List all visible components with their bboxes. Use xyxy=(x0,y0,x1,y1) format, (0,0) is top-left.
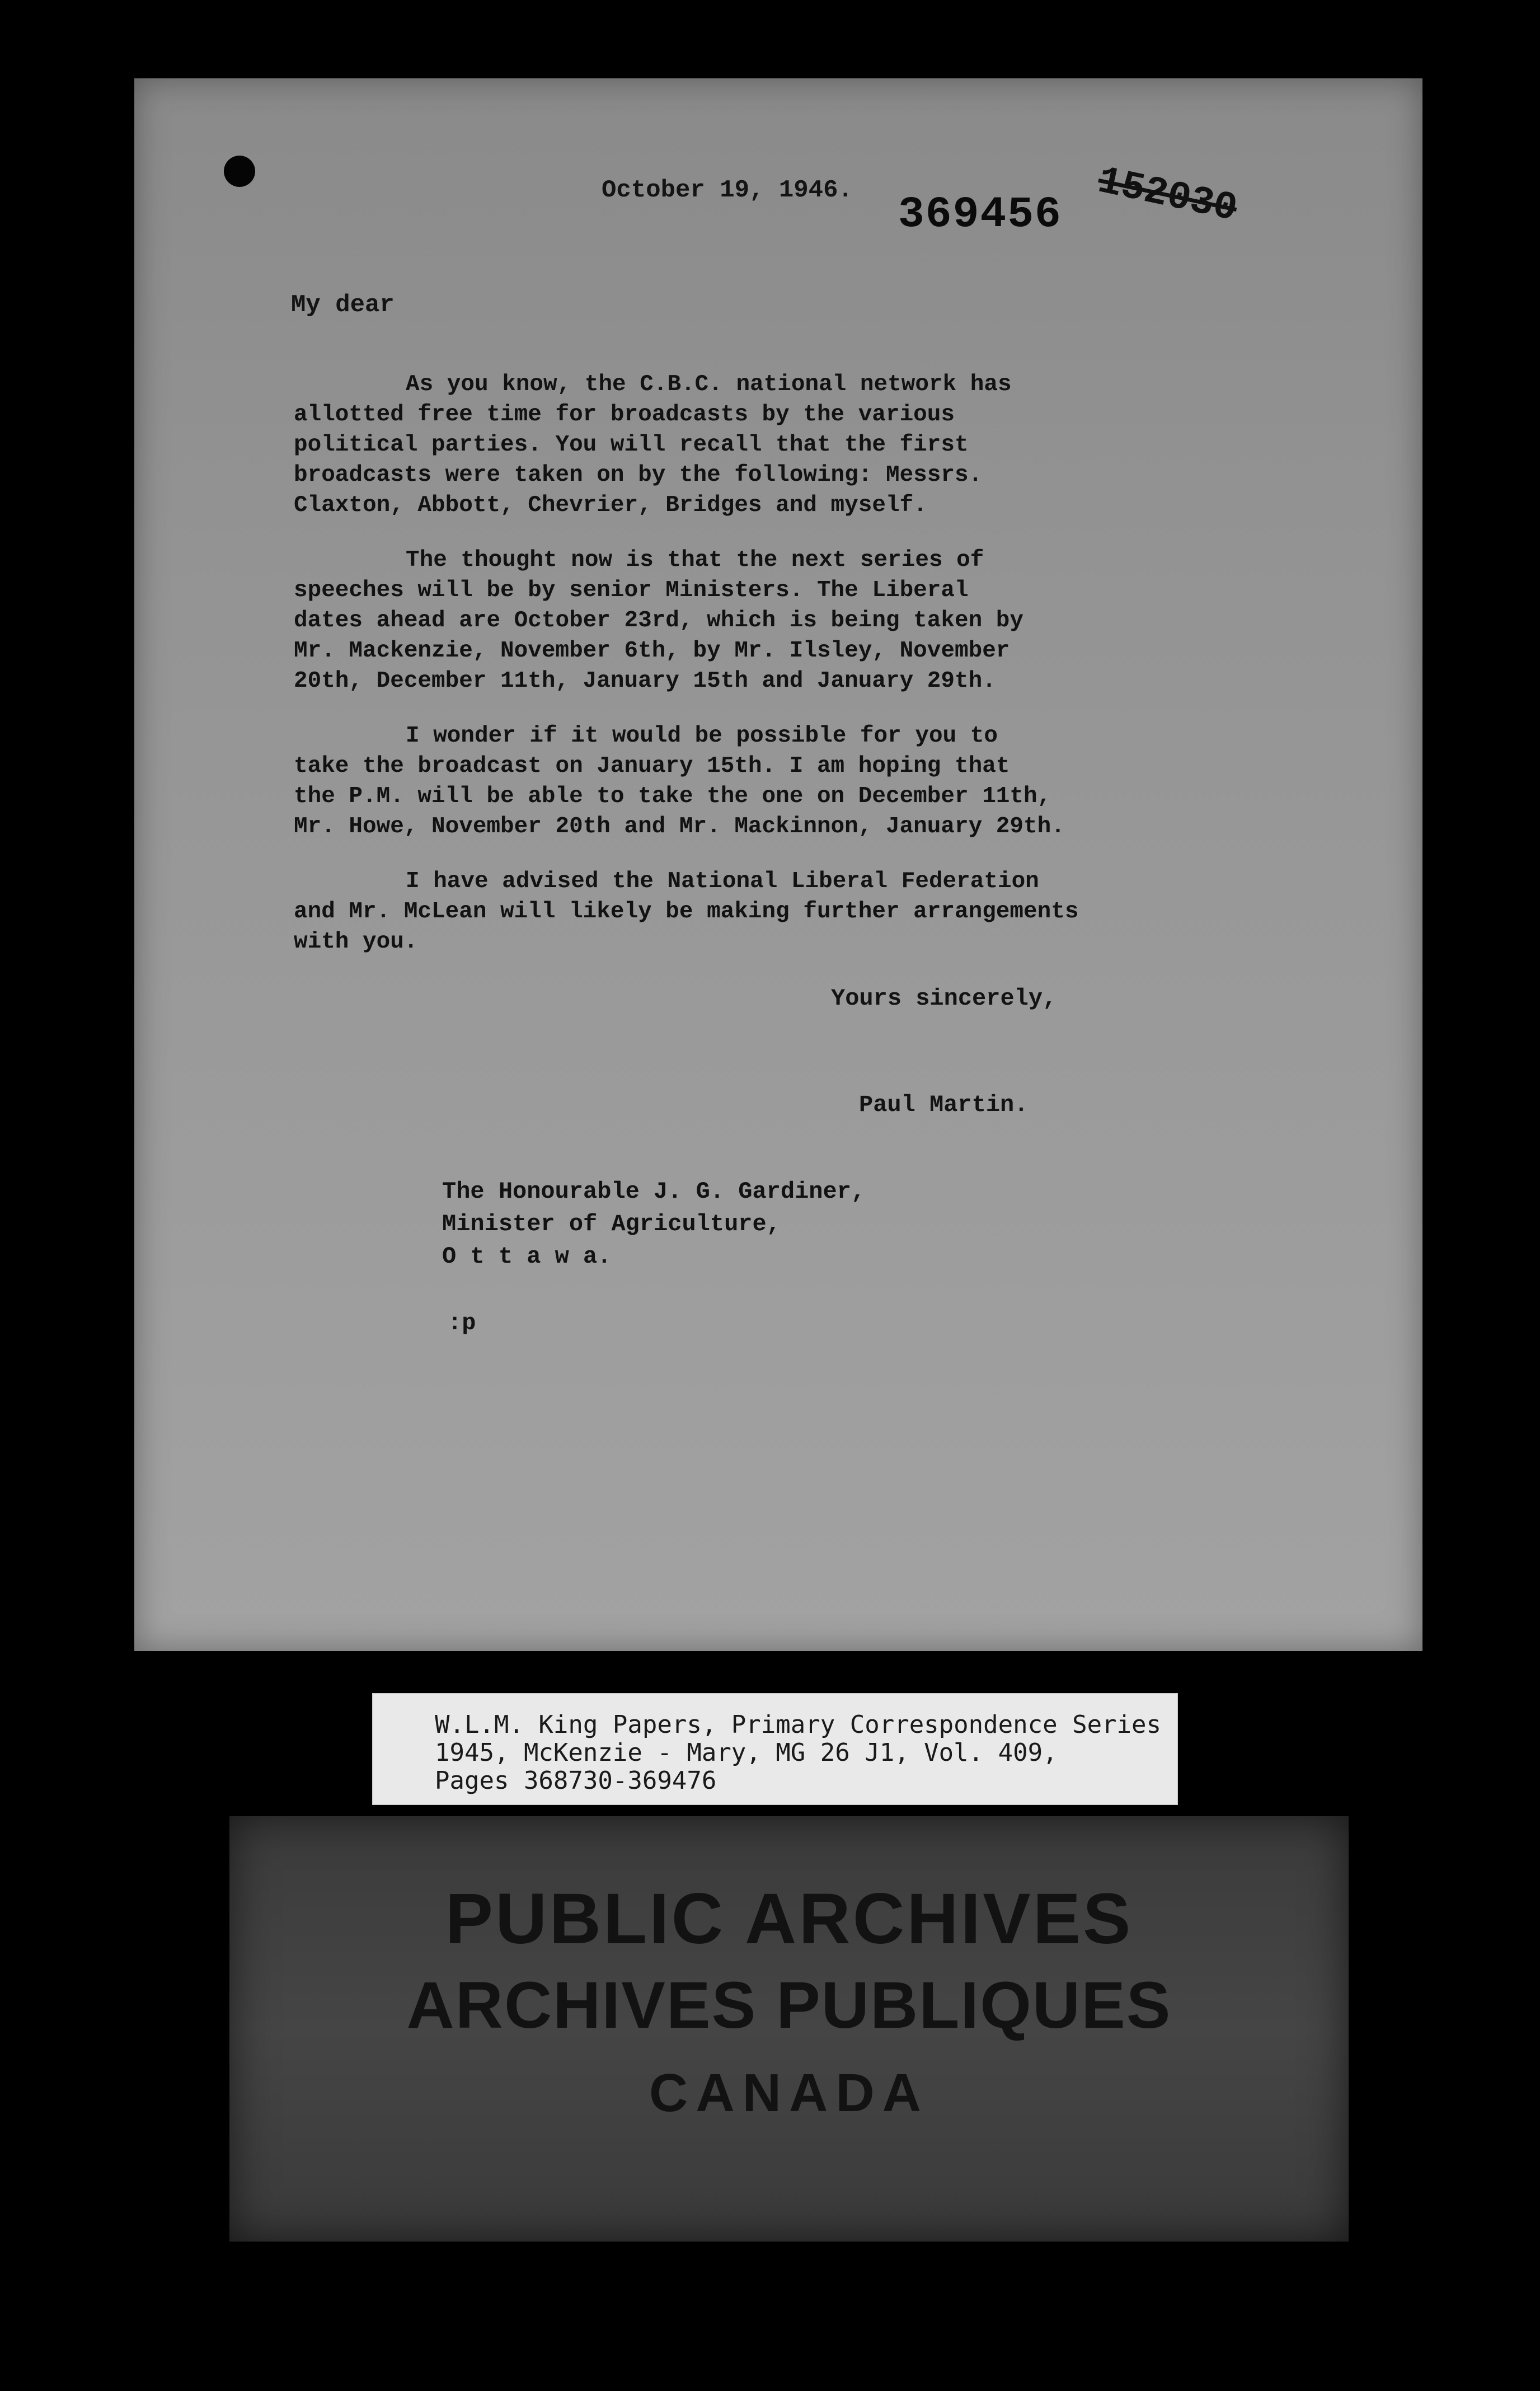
paragraph xyxy=(294,545,1189,696)
paragraph-line: take the broadcast on January 15th. I am hoping that xyxy=(294,753,1010,779)
paragraph-line: the P.M. will be able to take the one on December 11th, xyxy=(294,784,1051,809)
stamp-line-country: CANADA xyxy=(649,2063,929,2123)
paragraph xyxy=(294,866,1189,957)
recipient-address xyxy=(442,1175,865,1273)
letter-body xyxy=(294,369,1189,982)
signature: Paul Martin. xyxy=(859,1091,1029,1118)
archive-caption-label xyxy=(372,1693,1178,1805)
paragraph-line: As you know, the C.B.C. national network has xyxy=(406,372,1012,397)
paragraph-line: Claxton, Abbott, Chevrier, Bridges and myself. xyxy=(294,493,927,518)
caption-line: Pages 368730-369476 xyxy=(435,1766,717,1795)
paragraph xyxy=(294,721,1189,842)
address-line: The Honourable J. G. Gardiner, xyxy=(442,1178,866,1205)
paragraph-line: political parties. You will recall that the first xyxy=(294,432,969,458)
stamp-line-french: ARCHIVES PUBLIQUES xyxy=(406,1968,1172,2042)
paragraph-line: I wonder if it would be possible for you to xyxy=(406,723,998,749)
address-line: O t t a w a. xyxy=(442,1243,612,1270)
public-archives-stamp xyxy=(229,1816,1349,2242)
paragraph-line: dates ahead are October 23rd, which is being taken by xyxy=(294,608,1024,634)
paragraph-line: I have advised the National Liberal Federation xyxy=(406,869,1039,894)
document-number: 369456 xyxy=(898,190,1062,240)
paragraph-line: 20th, December 11th, January 15th and January 29th. xyxy=(294,668,996,694)
paragraph-line: speeches will be by senior Ministers. The Liberal xyxy=(294,578,969,603)
paragraph xyxy=(294,369,1189,521)
address-line: Minister of Agriculture, xyxy=(442,1211,781,1237)
stamp-line-english: PUBLIC ARCHIVES xyxy=(445,1879,1133,1959)
paragraph-line: and Mr. McLean will likely be making further arrangements xyxy=(294,899,1079,925)
paragraph-line: Mr. Howe, November 20th and Mr. Mackinnon, January 29th. xyxy=(294,814,1065,840)
letter-closing: Yours sincerely, xyxy=(831,985,1057,1012)
paragraph-line: allotted free time for broadcasts by the various xyxy=(294,402,955,428)
punch-hole xyxy=(224,156,255,187)
paragraph-line: with you. xyxy=(294,929,418,955)
letter-date: October 19, 1946. xyxy=(602,176,853,204)
caption-line: W.L.M. King Papers, Primary Correspondence Series xyxy=(435,1710,1162,1739)
caption-line: 1945, McKenzie - Mary, MG 26 J1, Vol. 409, xyxy=(435,1738,1058,1767)
paragraph-line: broadcasts were taken on by the following: Messrs. xyxy=(294,462,983,488)
paragraph-line: Mr. Mackenzie, November 6th, by Mr. Ilsley, November xyxy=(294,638,1010,664)
salutation: My dear xyxy=(291,291,395,319)
typist-initials: :p xyxy=(448,1310,476,1337)
paragraph-line: The thought now is that the next series of xyxy=(406,547,984,573)
crossed-out-file-number: 152030 xyxy=(1093,159,1241,232)
